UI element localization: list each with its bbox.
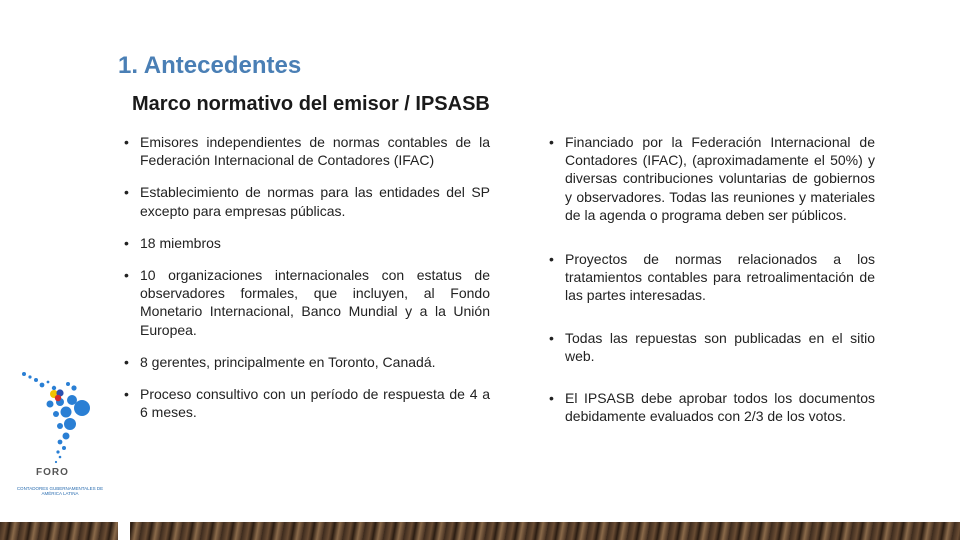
bullet-item: • Establecimiento de normas para las entidades del SP excepto para empresas públicas.: [122, 183, 490, 219]
bullet-item: • El IPSASB debe aprobar todos los documentos debidamente evaluados con 2/3 de los votos.: [547, 389, 875, 425]
slide-subtitle: Marco normativo del emisor / IPSASB: [132, 93, 490, 115]
bullet-item: • Emisores independientes de normas contables de la Federación Internacional de Contadores (IFAC): [122, 133, 490, 169]
logo-name: FORO: [36, 467, 69, 478]
bullet-item: • Proyectos de normas relacionados a los tratamientos contables para retroalimentación de las partes interesadas.: [547, 250, 875, 305]
footer-gap: [118, 522, 130, 540]
bullet-item: • Todas las repuestas son publicadas en el sitio web.: [547, 329, 875, 365]
bullet-item: • 18 miembros: [122, 234, 490, 252]
bullet-item: • Proceso consultivo con un período de respuesta de 4 a 6 meses.: [122, 385, 490, 421]
right-bullet-list: [547, 133, 875, 449]
logo-subtitle: CONTADORES GUBERNAMENTALES DE AMÉRICA LATINA: [16, 486, 104, 497]
bullet-item: • 10 organizaciones internacionales con estatus de observadores formales, que incluyen, al Fondo Monetario Internacional, Banco Mundial y a la Unión Europea.: [122, 266, 490, 339]
slide-title: 1. Antecedentes: [118, 52, 302, 79]
bullet-item: • Financiado por la Federación Internacional de Contadores (IFAC), (aproximadamente el 50%) y diversas contribuciones voluntarias de gobiernos y observadores. Todas las reuniones y materiales de la agenda o programa deben ser públicos.: [547, 133, 875, 224]
bullet-item: • 8 gerentes, principalmente en Toronto, Canadá.: [122, 353, 490, 371]
left-bullet-list: [122, 133, 490, 435]
footer-texture-bar: [0, 522, 960, 540]
